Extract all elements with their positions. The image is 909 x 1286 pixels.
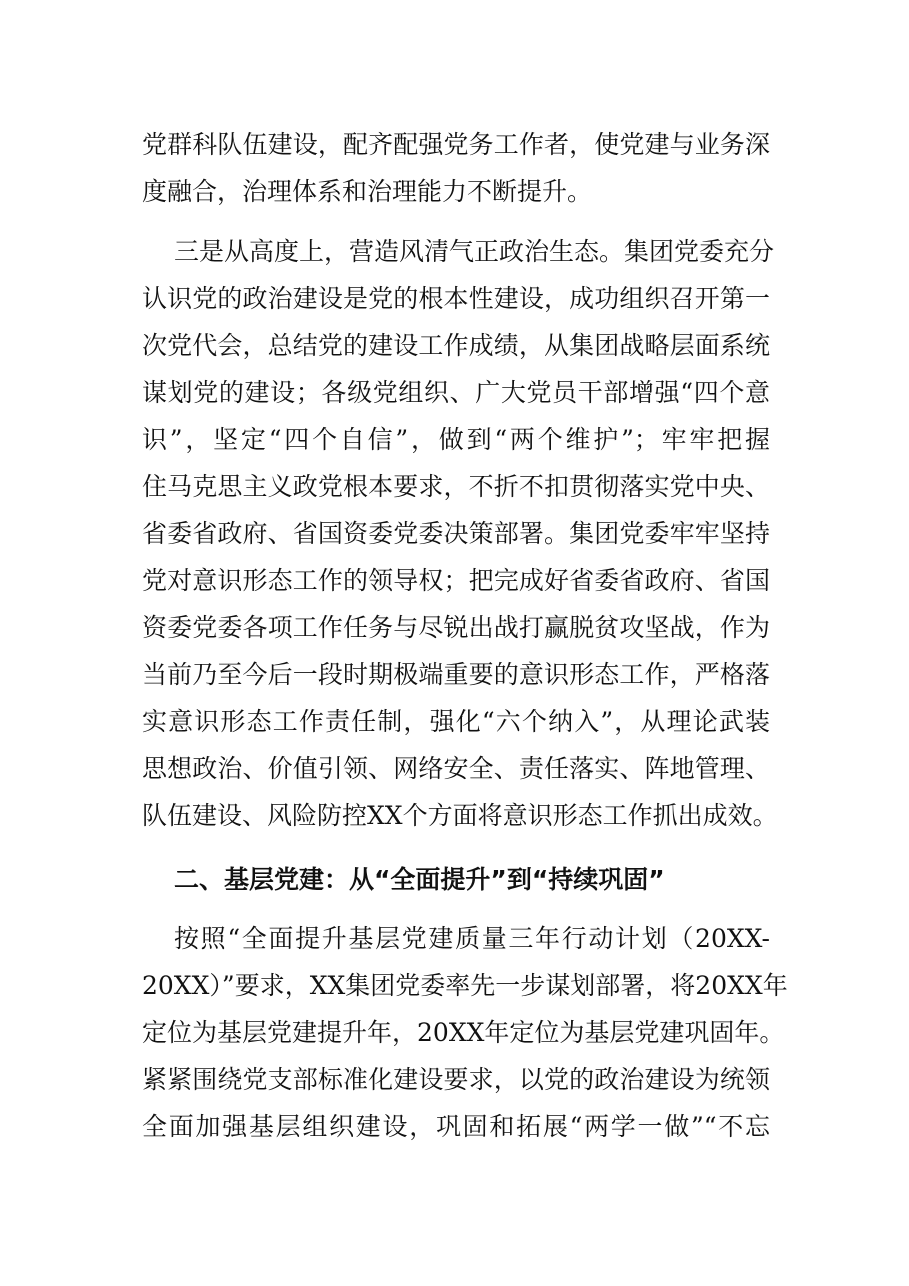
paragraph-line: 20XX）”要求，XX集团党委率先一步谋划部署，将20XX年: [142, 971, 788, 1000]
paragraph-line: 三是从高度上，营造风清气正政治生态。集团党委充分: [174, 237, 775, 266]
paragraph-line: 住马克思主义政党根本要求，不折不扣贯彻落实党中央、: [142, 472, 770, 501]
paragraph-line: 思想政治、价值引领、网络安全、责任落实、阵地管理、: [142, 754, 770, 783]
paragraph-line: 省委省政府、省国资委党委决策部署。集团党委牢牢坚持: [142, 519, 770, 548]
paragraph-line: 定位为基层党建提升年，20XX年定位为基层党建巩固年。: [142, 1018, 785, 1047]
paragraph-line: 识”，坚定“四个自信”，做到“两个维护”；牢牢把握: [142, 425, 770, 454]
section-heading: 二、基层党建：从“全面提升”到“持续巩固”: [174, 865, 665, 894]
paragraph-line: 当前乃至今后一段时期极端重要的意识形态工作，严格落: [142, 660, 770, 689]
paragraph-line: 度融合，治理体系和治理能力不断提升。: [142, 177, 593, 206]
paragraph-line: 紧紧围绕党支部标准化建设要求，以党的政治建设为统领: [142, 1065, 770, 1094]
paragraph-line: 党对意识形态工作的领导权；把完成好省委省政府、省国: [142, 566, 770, 595]
paragraph-line: 资委党委各项工作任务与尽锐出战打赢脱贫攻坚战，作为: [142, 613, 770, 642]
paragraph-line: 全面加强基层组织建设，巩固和拓展“两学一做”“不忘: [142, 1112, 770, 1141]
paragraph-line: 按照“全面提升基层党建质量三年行动计划（20XX-: [174, 924, 770, 953]
paragraph-line: 认识党的政治建设是党的根本性建设，成功组织召开第一: [142, 284, 770, 313]
paragraph-line: 次党代会，总结党的建设工作成绩，从集团战略层面系统: [142, 331, 770, 360]
paragraph-line: 队伍建设、风险防控XX个方面将意识形态工作抓出成效。: [142, 801, 778, 830]
paragraph-line: 实意识形态工作责任制，强化“六个纳入”，从理论武装: [142, 707, 770, 736]
paragraph-line: 党群科队伍建设，配齐配强党务工作者，使党建与业务深: [142, 130, 770, 159]
paragraph-line: 谋划党的建设；各级党组织、广大党员干部增强“四个意: [142, 378, 770, 407]
